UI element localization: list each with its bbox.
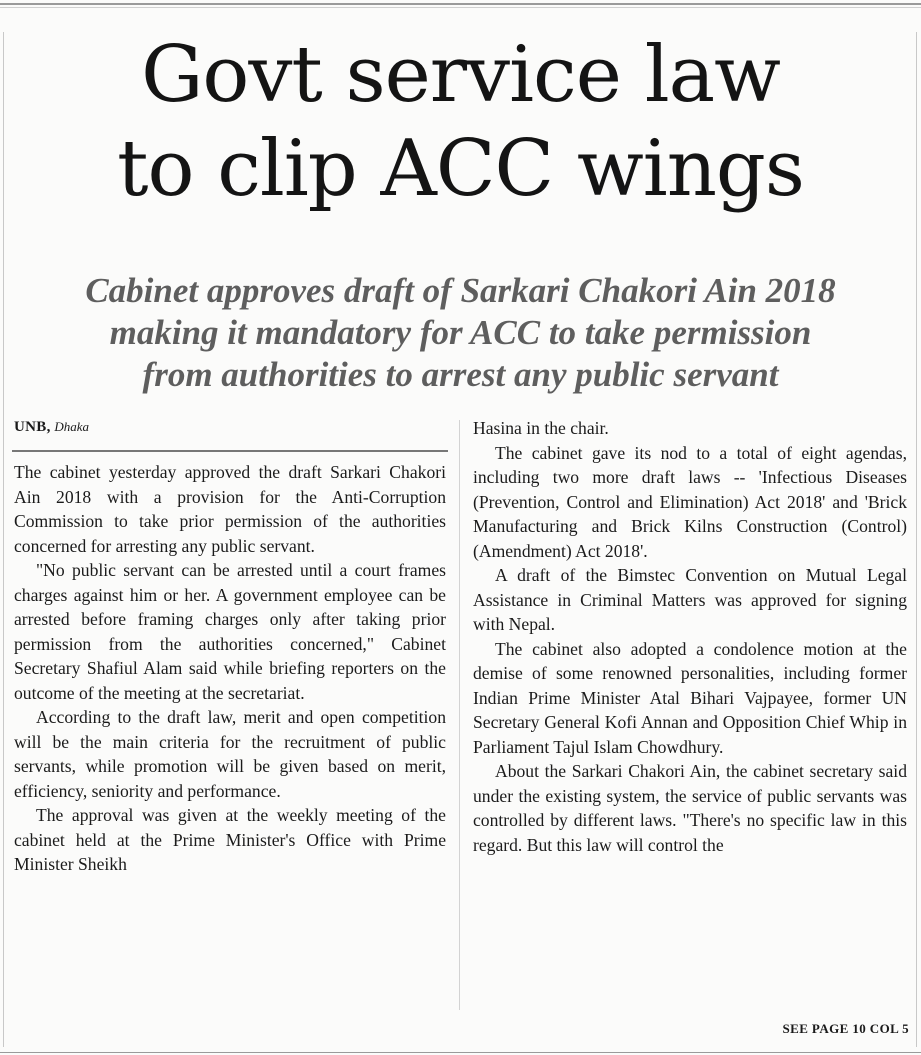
paragraph: A draft of the Bimstec Convention on Mutual Legal Assistance in Criminal Matters was approved for signing with Nepal. <box>473 565 907 634</box>
column-divider <box>459 420 460 1010</box>
byline-agency: UNB, <box>14 419 51 435</box>
paragraph: About the Sarkari Chakori Ain, the cabinet secretary said under the existing system, the service of public servants was controlled by different laws. "There's no specific law in this regard. But this law will control the <box>473 761 907 855</box>
continuation-note: SEE PAGE 10 COL 5 <box>782 1021 909 1036</box>
paragraph: Hasina in the chair. <box>473 418 609 438</box>
paragraph: The cabinet also adopted a condolence motion at the demise of some renowned personalities, including former Indian Prime Minister Atal Bihari Vajpayee, former UN Secretary General Kofi Annan and Opposition Chief Whip in Parliament Tajul Islam Chowdhury. <box>473 638 907 757</box>
paragraph: The cabinet gave its nod to a total of eight agendas, including two more draft laws -- 'Infectious Diseases (Prevention, Control and Elimination) Act 2018' and 'Brick Manufacturing and Brick Kilns Construction (Control) (Amendment) Act 2018'. <box>473 442 907 561</box>
paragraph: "No public servant can be arrested until a court frames charges against him or her. A government employee can be arrested before framing charges only after taking prior permission from the authorities concerned," Cabinet Secretary Shafiul Alam said while briefing reporters on the outcome of the meeting at the secretariat. <box>14 560 446 703</box>
byline <box>14 419 89 436</box>
paragraph: The cabinet yesterday approved the draft Sarkari Chakori Ain 2018 with a provision for the Anti-Corruption Commission to take prior permission of the authorities concerned for arresting any public servant. <box>14 462 446 556</box>
right-border <box>916 32 917 1047</box>
bottom-border <box>0 1052 921 1053</box>
subheadline-line-1: Cabinet approves draft of Sarkari Chakori Ain 2018 <box>85 271 836 310</box>
headline-line-2: to clip ACC wings <box>117 124 804 214</box>
subheadline <box>20 270 901 396</box>
top-border-inner <box>0 7 921 8</box>
article-column-2 <box>473 416 907 857</box>
headline <box>10 28 911 216</box>
subheadline-line-2: making it mandatory for ACC to take permission <box>109 313 812 352</box>
subheadline-line-3: from authorities to arrest any public servant <box>142 355 779 394</box>
top-border <box>0 3 921 5</box>
headline-line-1: Govt service law <box>141 30 780 120</box>
paragraph: According to the draft law, merit and open competition will be the main criteria for the recruitment of public servants, while promotion will be given based on merit, efficiency, seniority and performance. <box>14 707 446 801</box>
left-border <box>3 32 4 1047</box>
byline-divider <box>12 450 448 452</box>
byline-place: Dhaka <box>54 419 90 434</box>
article-column-1 <box>14 460 446 877</box>
paragraph: The approval was given at the weekly meeting of the cabinet held at the Prime Minister's Office with Prime Minister Sheikh <box>14 805 446 874</box>
